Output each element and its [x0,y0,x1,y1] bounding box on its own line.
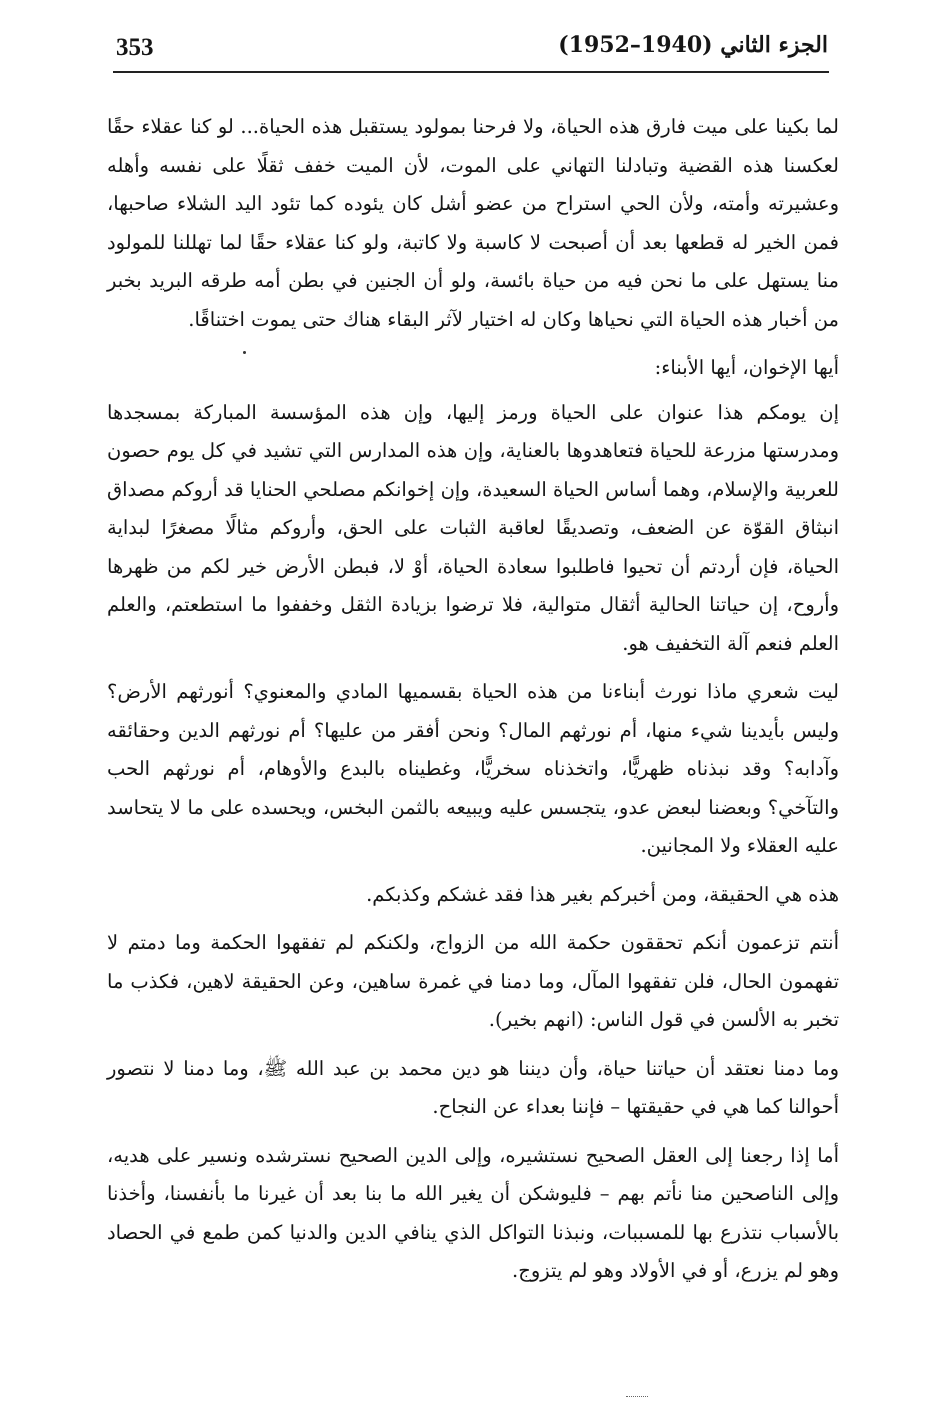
body-text [107,108,839,1291]
paragraph-8: أما إذا رجعنا إلى العقل الصحيح نستشيره، وإلى الدين الصحيح نسترشده ونسير على هديه، وإلى الناصحين منا نأتم بهم – فليوشكن أن يغير الله ما بنا بعد أن غيرنا ما بأنفسنا، وأخذنا بالأسباب نتذرع بها للمسببات، ونبذنا التواكل الذي ينافي الدين والدنيا كمن طمع في الحصاد وهو لم يزرع، أو في الأولاد وهو لم يتزوج. [107,1143,839,1282]
header-rule [113,71,829,73]
paragraph-7: وما دمنا نعتقد أن حياتنا حياة، وأن ديننا هو دين محمد بن عبد الله ﷺ، وما دمنا لا نتصور أحوالنا كما هي في حقيقتها – فإننا بعداء عن النجاح. [107,1056,839,1118]
running-title: الجزء الثاني (1940–1952) [558,32,828,58]
paragraph-3: إن يومكم هذا عنوان على الحياة ورمز إليها، وإن هذه المؤسسة المباركة بمسجدها ومدرستها مزرعة للحياة فتعاهدوها بالعناية، وإن هذه المدارس التي تشيد في كل يوم حصون للعربية والإسلام، وهما أساس الحياة السعيدة، وإن إخوانكم مصلحي الحنايا قد أروكم مصداق انبثاق القوّة عن الضعف، وتصديقًا لعاقبة الثبات على الحق، وأروكم مثالًا مصغرًا لبداية الحياة، فإن أردتم أن تحيوا فاطلبوا سعادة الحياة، أوْ لا، فبطن الأرض خير لكم من ظهرها وأروح، إن حياتنا الحالية أثقال متوالية، فلا ترضوا بزيادة الثقل وخففوا ما استطعتم، والعلم العلم فنعم آلة التخفيف هو. [107,400,839,655]
paragraph-2-address: أيها الإخوان، أيها الأبناء: [654,356,839,379]
paragraph-5: هذه هي الحقيقة، ومن أخبركم بغير هذا فقد غشكم وكذبكم. [366,882,839,906]
paragraph-6: أنتم تزعمون أنكم تحققون حكمة الله من الزواج، ولكنكم لم تفقهوا الحكمة وما دمتم لا تفهمون الحال، فلن تفقهوا المآل، وما دمنا في غمرة ساهين، وعن الحقيقة لاهين، فكذب ما تخبر به الألسن في قول الناس: (انهم بخير). [107,931,839,1031]
running-header [116,30,828,70]
paragraph-1: لما بكينا على ميت فارق هذه الحياة، ولا فرحنا بمولود يستقبل هذه الحياة... لو كنا عقلاء حقًا لعكسنا هذه القضية وتبادلنا التهاني على الموت، لأن الميت خفف ثقلًا على نفسه وأهله وعشيرته وأمته، ولأن الحي استراح من عضو أشل كان يئوده كما تئود اليد الشلاء صاحبها، فمن الخير له قطعها بعد أن أصبحت لا كاسبة ولا كاتبة، ولو كنا عقلاء حقًا لما تهللنا للمولود منا يستهل على ما نحن فيه من حياة بائسة، ولو أن الجنين في بطن أمه طرقه البريد بخبر من أخبار هذه الحياة التي نحياها وكان له اختيار لآثر البقاء هناك حتى يموت اختناقًا. [107,115,839,331]
paragraph-4: ليت شعري ماذا نورث أبناءنا من هذه الحياة بقسميها المادي والمعنوي؟ أنورثهم الأرض؟ وليس بأيدينا شيء منها، أم نورثهم المال؟ ونحن أفقر من عليها؟ أم نورثهم الدين وحقائقه وآدابه؟ وقد نبذناه ظهريًّا، واتخذناه سخريًّا، وغطيناه بالبدع والأوهام، أم نورثهم الحب والتآخي؟ وبعضنا لبعض عدو، يتجسس عليه ويبيعه بالثمن البخس، ويحسده على ما لا يتحاسد عليه العقلاء ولا المجانين. [107,680,839,857]
page-number: 353 [116,34,154,61]
scan-artifact [626,1396,648,1399]
